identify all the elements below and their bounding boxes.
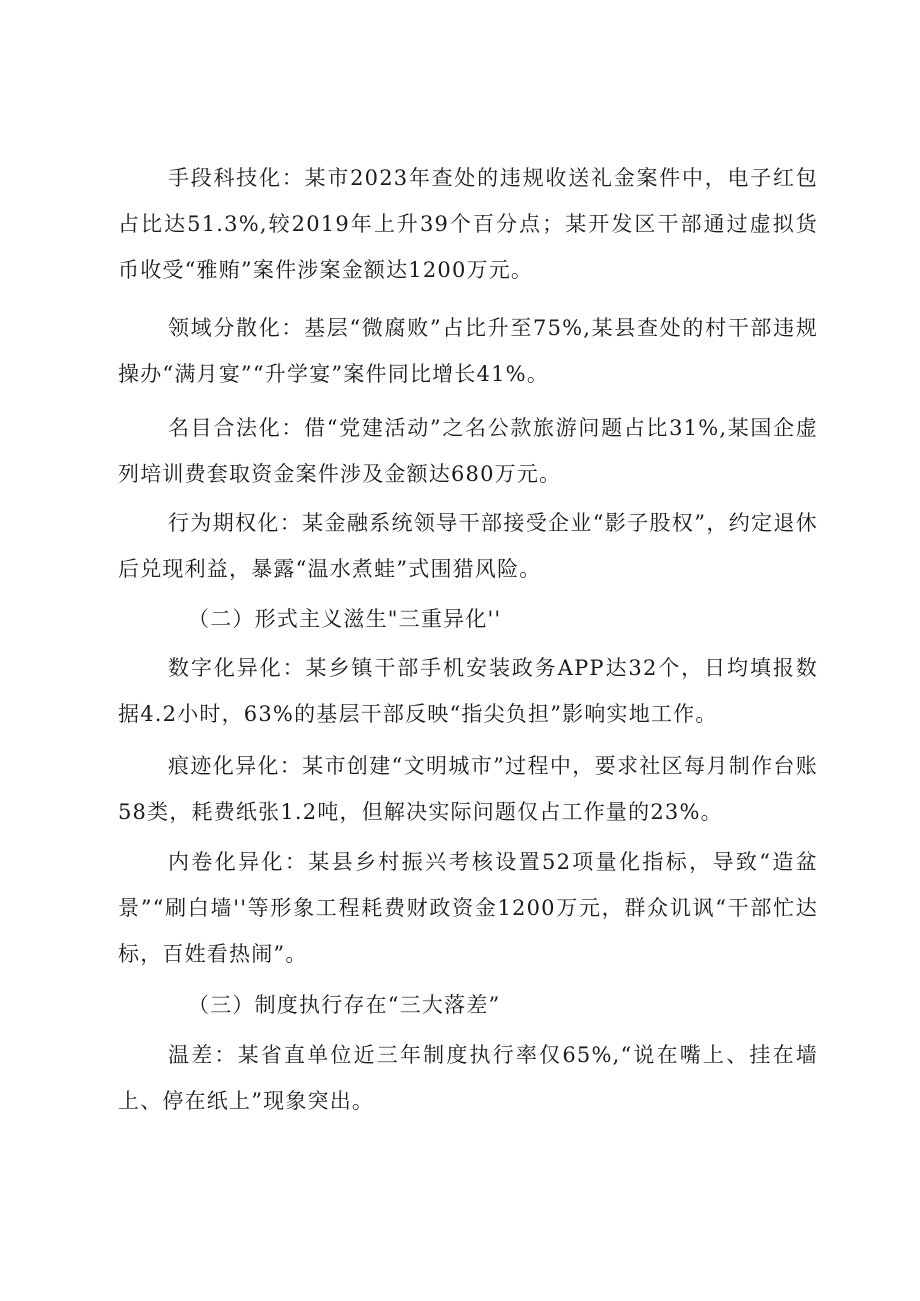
section-heading-institution: （三）制度执行存在“三大落差”	[188, 993, 501, 1017]
paragraph-tech-means: 手段科技化：某市2023年查处的违规收送礼金案件中，电子红包占比达51.3%,较2019年上升39个百分点；某开发区干部通过虚拟货币收受“雅贿”案件涉案金额达1200万元。	[118, 166, 818, 282]
paragraph-field-dispersion: 领域分散化：基层“微腐败”占比升至75%,某县查处的村干部违规操办“满月宴”“升学宴”案件同比增长41%。	[118, 316, 818, 386]
paragraph-digital-alienation: 数字化异化：某乡镇干部手机安装政务APP达32个，日均填报数据4.2小时，63%的基层干部反映“指尖负担”影响实地工作。	[118, 656, 818, 726]
paragraph-name-legalization: 名目合法化：借“党建活动”之名公款旅游问题占比31%,某国企虚列培训费套取资金案件涉及金额达680万元。	[118, 416, 818, 486]
paragraph-trace-alienation: 痕迹化异化：某市创建“文明城市”过程中，要求社区每月制作台账58类，耗费纸张1.2吨，但解决实际问题仅占工作量的23%。	[118, 754, 818, 824]
paragraph-involution-alienation: 内卷化异化：某县乡村振兴考核设置52项量化指标，导致“造盆景”“刷白墙''等形象工程耗费财政资金1200万元，群众讥讽“干部忙达标，百姓看热闹”。	[118, 850, 818, 966]
paragraph-option-behavior: 行为期权化：某金融系统领导干部接受企业“影子股权”，约定退休后兑现利益，暴露“温水煮蛙”式围猎风险。	[118, 511, 818, 581]
section-heading-formalism: （二）形式主义滋生"三重异化''	[188, 607, 502, 631]
paragraph-temperature-gap: 温差：某省直单位近三年制度执行率仅65%,“说在嘴上、挂在墙上、停在纸上”现象突出。	[118, 1043, 818, 1113]
